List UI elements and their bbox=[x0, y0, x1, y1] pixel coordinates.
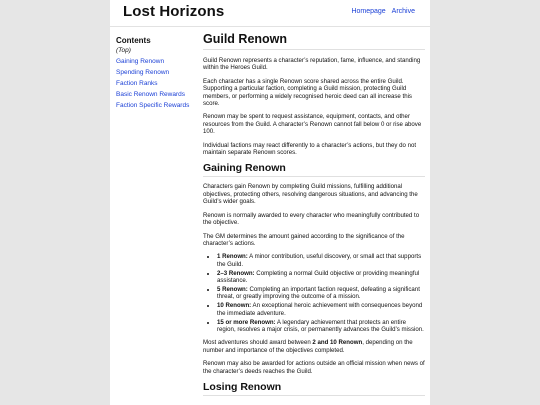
list-item bbox=[217, 253, 425, 268]
list-item-desc: An exceptional heroic achievement with consequences beyond the immediate adventure. bbox=[217, 302, 423, 317]
nav-link-archive[interactable]: Archive bbox=[391, 8, 415, 15]
list-item bbox=[217, 270, 425, 285]
text: Most adventures should award between bbox=[203, 339, 313, 347]
toc-link[interactable]: Faction Specific Rewards bbox=[116, 102, 190, 109]
toc-item-faction-specific-rewards bbox=[116, 102, 196, 110]
emphasis: 2 and 10 Renown bbox=[312, 339, 363, 347]
nav-link-homepage[interactable]: Homepage bbox=[351, 8, 386, 15]
list-item-term: 10 Renown: bbox=[217, 302, 252, 310]
list-item-term: 2–3 Renown: bbox=[217, 269, 255, 277]
table-of-contents bbox=[116, 36, 196, 113]
toc-link[interactable]: Spending Renown bbox=[116, 69, 170, 76]
toc-item-spending-renown bbox=[116, 69, 196, 77]
paragraph: The GM determines the amount gained according to the significance of the character’s actions. bbox=[203, 232, 405, 247]
intro-paragraph: Individual factions may react differently to a character’s actions, but they do not maintain separate Renown scores. bbox=[203, 141, 417, 157]
renown-award-list bbox=[203, 253, 425, 333]
paragraph: Renown is normally awarded to every character who meaningfully contributed to the objective. bbox=[203, 211, 420, 227]
toc-item-basic-renown-rewards bbox=[116, 91, 196, 99]
paragraph bbox=[203, 339, 425, 354]
list-item-term: 5 Renown: bbox=[217, 285, 248, 293]
list-item-term: 1 Renown: bbox=[217, 253, 248, 261]
list-item bbox=[217, 302, 425, 317]
article-content bbox=[203, 32, 425, 402]
toc-item-top[interactable] bbox=[116, 47, 196, 55]
toc-title: Contents bbox=[116, 36, 151, 45]
toc-link[interactable]: Gaining Renown bbox=[116, 58, 165, 65]
toc-link[interactable]: Faction Ranks bbox=[116, 80, 158, 87]
paragraph: Characters gain Renown by completing Guild missions, fulfilling additional objectives, protecting others, resolving dangerous situations, and advancing the Guild’s wider goals. bbox=[203, 183, 418, 206]
toc-list bbox=[116, 47, 196, 110]
site-header bbox=[110, 0, 430, 27]
toc-item-faction-ranks bbox=[116, 80, 196, 88]
site-title[interactable]: Lost Horizons bbox=[123, 3, 225, 20]
list-item-term: 15 or more Renown: bbox=[217, 318, 276, 326]
top-nav bbox=[347, 8, 415, 15]
list-item bbox=[217, 286, 425, 301]
list-item-desc: A legendary achievement that protects an entire region, resolves a major crisis, or permanently advances the Guild’s mission. bbox=[217, 318, 424, 333]
page-title: Guild Renown bbox=[203, 32, 425, 50]
list-item bbox=[217, 319, 425, 334]
intro-paragraph: Guild Renown represents a character’s reputation, fame, influence, and standing within the Heroes Guild. bbox=[203, 57, 421, 72]
intro-paragraph: Renown may be spent to request assistance, equipment, contacts, and other resources from the Guild. A character’s Renown cannot fall below 0 or rise above 100. bbox=[203, 113, 422, 136]
toc-link[interactable]: Basic Renown Rewards bbox=[116, 91, 186, 98]
list-item-desc: Completing an important faction request, defeating a significant threat, or greatly improving the outcome of a mission. bbox=[217, 285, 420, 301]
list-item-desc: A minor contribution, useful discovery, or small act that supports the Guild. bbox=[217, 253, 422, 268]
section-heading-gaining-renown: Gaining Renown bbox=[203, 162, 425, 177]
toc-item-gaining-renown bbox=[116, 58, 196, 66]
paragraph: Renown may also be awarded for actions outside an official mission when news of the character’s deeds reaches the Guild. bbox=[203, 360, 425, 375]
text: , depending on the number and importance of the objectives completed. bbox=[203, 339, 413, 354]
intro-paragraph: Each character has a single Renown score shared across the entire Guild. Supporting a particular faction, completing a Guild mission, protecting Guild members, or performing a widely recognised heroic deed can all increase this score. bbox=[203, 77, 412, 108]
section-heading-losing-renown: Losing Renown bbox=[203, 381, 425, 396]
page bbox=[110, 0, 430, 405]
toc-item-label: (Top) bbox=[116, 47, 131, 54]
list-item-desc: Completing a normal Guild objective or providing meaningful assistance. bbox=[217, 269, 420, 285]
